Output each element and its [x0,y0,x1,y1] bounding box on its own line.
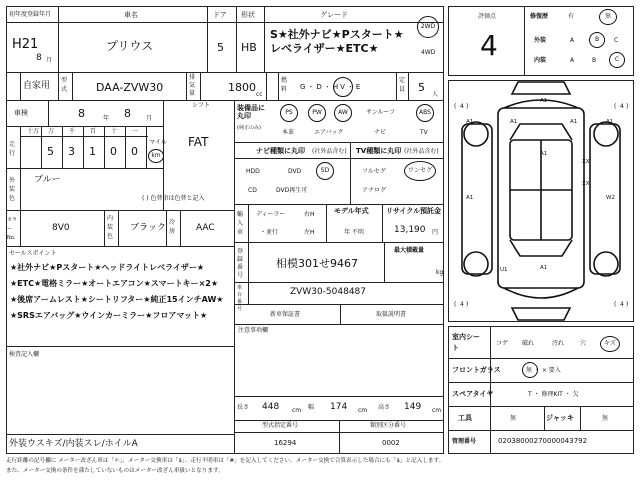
mileage-digit: 0 [131,145,138,158]
shift-label: シフト [192,102,211,109]
divider [234,242,444,243]
svg-text:): ) [466,301,469,308]
seat-option: キズ [604,340,616,347]
damage-mark: A1 [466,195,474,201]
mileage-unit-label: 万 [48,128,55,135]
damage-mark: U1 [500,267,508,273]
glass-options: 無 ・ × 要入 [526,367,561,374]
divider [384,242,385,282]
damage-mark: A1 [540,151,548,157]
displacement: 1800 [228,81,256,94]
seat-option: コゲ [496,340,509,347]
exterior-color: ブルー [34,175,61,185]
damage-mark: A1 [466,119,474,125]
divider [234,204,444,205]
svg-text:): ) [626,301,629,308]
svg-text:4: 4 [620,103,624,110]
height-label: 高さ [378,404,391,411]
svg-text:4: 4 [460,103,464,110]
divider [20,210,21,246]
divider [266,72,267,100]
exterior-label: 外装色 [9,177,16,202]
mileage-label: 走行 [9,141,16,157]
class-no: 0002 [382,439,400,447]
nav-dvd: DVD [288,168,302,175]
fuel-selected-circle [333,77,353,97]
divider [234,324,444,325]
mileage-unit-label: 十万 [27,128,40,135]
height-value: 149 [404,402,422,412]
spare-options: T ・ 修理KIT ・ 欠 [528,391,579,398]
divider [234,304,444,305]
chassis-label: 車台番号 [237,285,243,312]
length-value: 448 [262,402,280,412]
equip-abs-circle: ABS [416,104,434,122]
score-value: 4 [480,29,498,62]
divider [200,72,201,100]
import-label: 輸入車 [237,211,244,236]
damage-mark: XX [582,159,590,165]
svg-text:): ) [626,103,629,110]
equip-item: ナビ [374,129,387,136]
door-label: ドア [213,11,227,19]
capacity-label: 定員 [399,77,406,93]
equip-item: 本革 [282,129,295,136]
shape-label: 形状 [241,11,255,19]
use-type: 自家用 [23,81,51,91]
sales-point-line: ★ETC★電格ミラー★オートエアコン★スマートキー×2★ [10,279,219,288]
divider [396,72,397,100]
divider [125,126,126,168]
mileage-digit: 3 [68,145,75,158]
equip-pw-circle: PW [308,104,326,122]
grade-label: グレード [320,11,348,19]
tv-title: TV種類に丸印 [356,147,402,155]
damage-mark: A1 [540,98,548,104]
capacity-unit: 人 [432,91,439,98]
divider [448,358,634,359]
inspector-label: 検査記入欄 [9,351,40,358]
interior-color-label: 内装色 [107,215,114,240]
interior-color: ブラック [130,223,166,233]
jack-value: 無 [602,415,609,422]
divider [104,126,105,168]
divider [6,210,234,211]
divider [83,126,84,168]
equip-item: エアバック [314,129,344,136]
divider [234,396,444,397]
footer-note-2: また、メーター交換の条件を満たしていないものはメーター改ざん車扱いとなります。 [6,468,224,474]
svg-text:(: ( [614,103,617,110]
divider [62,126,63,168]
sales-point-line: ★後席アームレスト★シートリフター★純正15インチAW★ [10,295,224,304]
glass-label: フロントガラス [452,366,501,374]
km-circle: km [148,149,164,163]
svg-text:(: ( [614,301,617,308]
divider [6,126,163,127]
4wd-label: 4WD [421,49,436,56]
nav-hdd: HDD [246,168,260,175]
model-year: 年 不明 [344,229,364,236]
registration-label: 登録番号 [237,248,244,279]
door-count: 5 [217,41,224,54]
equip-sunroof: サンルーフ [366,109,396,116]
mileage-unit-label: 十 [111,128,118,135]
warranty-label: 新車保証書 [270,311,301,318]
divider [118,210,119,246]
int-b: B [592,57,597,64]
nav-dvd-play: DVD再生可 [276,187,308,194]
divider [248,204,249,242]
capacity: 5 [418,81,425,94]
divider [278,72,279,100]
inspection-year-unit: 年 [103,115,110,122]
color-code: 8V0 [52,223,70,233]
sales-point-label: セールスポイント [9,250,57,257]
mileage-digit: 5 [47,145,54,158]
ext-b-circle: B [589,32,605,48]
equip-aw-circle: AW [334,104,352,122]
divider [207,6,208,72]
color-code-label: カラーNo. [7,217,18,241]
divider [234,100,235,454]
divider [6,434,234,435]
seat-option: 破れ [522,340,535,347]
divider [146,126,147,168]
divider [234,142,444,143]
divider [186,72,187,100]
model-type: DAA-ZVW30 [96,81,164,94]
repair-yes: 有 [568,13,575,20]
damage-mark: XX [582,181,590,187]
divider [166,210,167,246]
inspection-label: 車検 [14,109,28,117]
car-name: プリウス [106,39,154,53]
mileage-unit-label: 百 [90,128,97,135]
divider [20,72,21,100]
width-unit: cm [358,407,368,414]
tools-value: 無 [510,415,517,422]
divider [448,406,634,407]
seat-label: 室内シート [452,333,480,352]
exterior-note: ( ) 色替車は色替と記入 [142,195,205,202]
height-unit: cm [432,407,442,414]
divider [339,420,340,454]
2wd-circle: 2WD [417,16,439,38]
damage-mark: W2 [606,195,615,201]
seat-scratch-circle [600,336,620,352]
tv-full: フルセグ [362,168,386,175]
inspection-month: 8 [124,107,131,120]
fuel-label: 燃料 [281,77,288,93]
divider [20,168,21,210]
divider [20,126,21,168]
length-label: 長さ [237,404,250,411]
recycle-fee: 13,190 [394,225,426,235]
notes-label: 注意事項欄 [238,327,269,334]
recycle-unit: 円 [432,229,439,236]
nav-sub: (社外品含む) [312,148,347,155]
divider [248,242,249,304]
displacement-unit: cc [256,91,263,98]
seat-option: 穴 [580,340,587,347]
registration-number: 相模301せ9467 [276,257,358,270]
divider [326,204,327,242]
repair-no-circle: 無 [599,9,617,25]
divider [58,72,59,100]
model-no-label: 型式指定番号 [262,422,299,429]
nav-sd-circle: SD [316,162,334,180]
displacement-label: 排気量 [189,74,196,97]
type-label: 型式 [61,77,68,93]
divider [234,158,444,159]
import-parallel: ・並行 [260,229,279,236]
import-dealer: ディーラー [256,211,286,218]
divider [580,406,581,430]
class-no-label: 類別区分番号 [370,422,407,429]
divider [408,72,409,100]
int-c-circle: C [609,52,625,68]
shift-type: FAT [188,135,209,149]
car-name-label: 車名 [124,11,138,19]
svg-text:4: 4 [460,301,464,308]
ext-label: 外装 [534,37,547,44]
divider [340,304,341,324]
svg-text:): ) [466,103,469,110]
divider [6,100,444,101]
divider [448,382,634,383]
grade-text: S★社外ナビ★Pスタート★レベライザー★ETC★ [270,28,404,55]
divider [264,6,265,72]
tv-analog: アナログ [362,187,387,194]
spare-label: スペアタイヤ [452,390,494,398]
width-value: 174 [330,402,348,412]
nav-cd: CD [248,187,257,194]
mileage-unit-label: 一 [132,128,139,135]
svg-text:(: ( [454,301,457,308]
repair-label: 修復歴 [530,13,549,20]
mgmt-number: 02038000270000043792 [498,437,588,445]
max-load-unit: kg [436,269,444,276]
mileage-unit-label: 千 [69,128,76,135]
equipment-sub: (純正のみ) [237,125,261,131]
sales-point-line: ★SRSエアバッグ★ウインカーミラー★フロアマット★ [10,311,208,320]
manual-label: 取扱説明書 [376,311,407,318]
footer-note-1: 走行距離の記号欄に メーター改ざん車は「＊」、メーター交換車は「$」、走行不明車は「#」を記入してください。メーター交換で合算表示した場合にも「$」と記入します。 [6,458,445,464]
divider [350,142,351,204]
inspector-text: 外装ウスキズ/内装スレ/ホイルA [9,439,138,449]
reg-year: H21 [12,37,39,52]
divider [6,22,444,23]
seat-option: 汚れ [552,340,565,347]
tools-label: 工具 [458,414,472,422]
mgmt-label: 管理番号 [452,438,477,445]
length-unit: cm [292,407,302,414]
divider [544,406,545,430]
tv-sub: (社外品含む) [404,148,439,155]
divider [6,168,163,169]
svg-text:4: 4 [620,301,624,308]
divider [20,136,148,137]
equip-item: TV [420,129,428,136]
jack-label: ジャッキ [546,414,574,422]
inspection-year: 8 [78,107,85,120]
damage-mark: A1 [540,265,548,271]
inspection-month-unit: 月 [146,115,153,122]
divider [382,204,383,242]
int-label: 内装 [534,57,547,64]
reg-date-label: 初年度登録年月 [9,11,52,18]
int-a: A [570,57,575,64]
divider [236,6,237,72]
divider [41,126,42,168]
fuel-options: G・D・HV・E [300,83,363,91]
svg-text:(: ( [454,103,457,110]
divider [6,246,234,247]
divider [524,6,525,76]
divider [58,6,59,72]
model-no: 16294 [274,439,297,447]
import-left: 左H [304,229,315,236]
tv-one-circle: ワンセグ [404,161,436,181]
import-right: 右H [304,211,315,218]
ext-c: C [614,37,619,44]
reg-month-unit: 月 [46,57,53,64]
divider [72,72,73,100]
divider [104,210,105,246]
nav-title: ナビ種類に丸印 [256,147,305,155]
damage-mark: A1 [606,119,614,125]
divider [448,430,634,431]
reg-month: 8 [36,53,42,63]
equip-ps-circle: PS [280,104,298,122]
divider [234,282,444,283]
score-label: 評価点 [478,13,497,20]
chassis-number: ZVW30-5048487 [290,287,367,297]
model-year-label: モデル年式 [334,207,369,215]
ac-type: AAC [196,223,215,233]
ac-label: 冷房 [169,219,176,235]
glass-none-circle [522,362,538,378]
mileage-digit: 1 [89,145,96,158]
divider [6,346,234,347]
divider [48,100,49,126]
ext-a: A [570,37,575,44]
mile-label: マイル [149,139,167,146]
equipment-title: 装備品に丸印 [237,104,265,120]
damage-mark: A1 [510,119,518,125]
mileage-digit: 0 [110,145,117,158]
divider [180,210,181,246]
sales-point-line: ★社外ナビ★Pスタート★ヘッドライトレベライザー★ [10,263,205,272]
max-load-label: 最大積載量 [394,247,425,254]
damage-mark: A1 [570,119,578,125]
recycle-label: リサイクル預託金 [386,207,442,215]
width-label: 幅 [308,404,315,411]
body-shape: HB [241,41,257,54]
